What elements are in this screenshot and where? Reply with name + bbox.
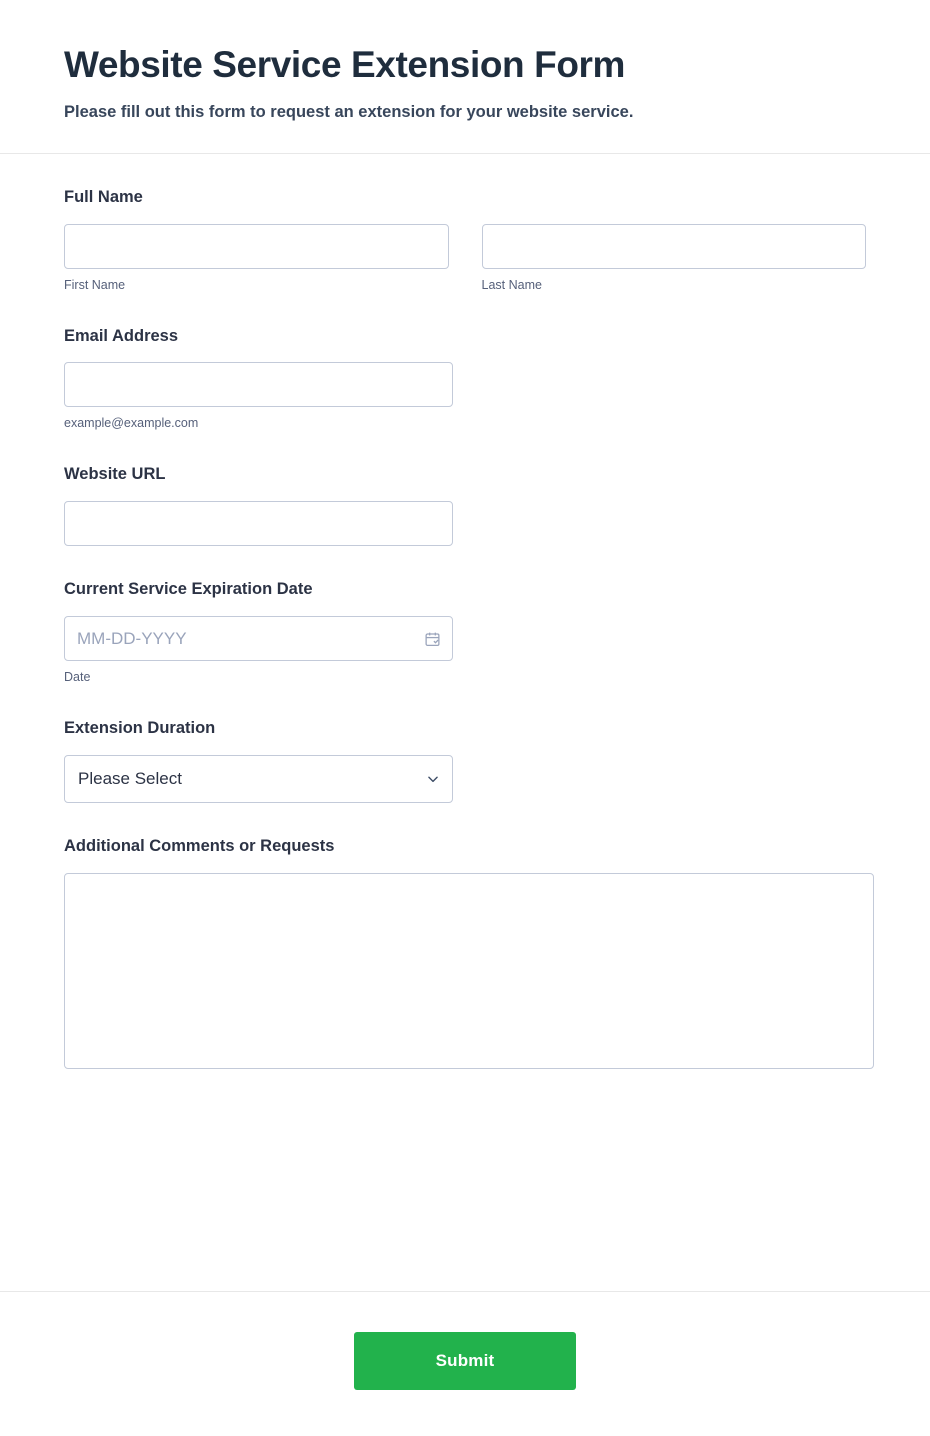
page-title: Website Service Extension Form: [64, 44, 626, 85]
website-url-input[interactable]: [64, 501, 453, 546]
comments-textarea[interactable]: [64, 873, 874, 1069]
form-subtitle: Please fill out this form to request an extension for your website service.: [64, 102, 634, 121]
email-sublabel: example@example.com: [64, 416, 199, 431]
expiration-date-sublabel: Date: [64, 670, 91, 684]
extension-duration-select-wrap[interactable]: [64, 755, 453, 803]
field-email-address: [64, 327, 866, 432]
form-header: [0, 0, 930, 154]
expiration-date-label: Current Service Expiration Date: [64, 580, 313, 599]
extension-duration-select[interactable]: Please Select: [64, 755, 453, 803]
website-url-label: Website URL: [64, 465, 166, 484]
field-expiration-date: [64, 580, 866, 685]
email-input[interactable]: [64, 362, 453, 407]
last-name-col: [482, 224, 867, 293]
extension-duration-label: Extension Duration: [64, 719, 216, 737]
form-body: [0, 154, 930, 1267]
last-name-sublabel: Last Name: [481, 277, 542, 292]
full-name-row: [64, 224, 866, 293]
first-name-col: [64, 224, 449, 293]
field-website-url: [64, 465, 866, 546]
first-name-sublabel: First Name: [64, 277, 126, 292]
field-additional-comments: [64, 837, 866, 1069]
comments-label: Additional Comments or Requests: [64, 836, 335, 855]
submit-button[interactable]: Submit: [354, 1332, 576, 1390]
expiration-date-input[interactable]: [64, 616, 453, 661]
form-footer: [0, 1291, 930, 1436]
first-name-input[interactable]: [64, 224, 449, 269]
last-name-input[interactable]: [482, 224, 867, 269]
full-name-label: Full Name: [64, 187, 143, 206]
expiration-date-wrap: [64, 616, 453, 661]
field-full-name: [64, 188, 866, 293]
field-extension-duration: [64, 719, 866, 803]
email-label: Email Address: [64, 326, 179, 345]
